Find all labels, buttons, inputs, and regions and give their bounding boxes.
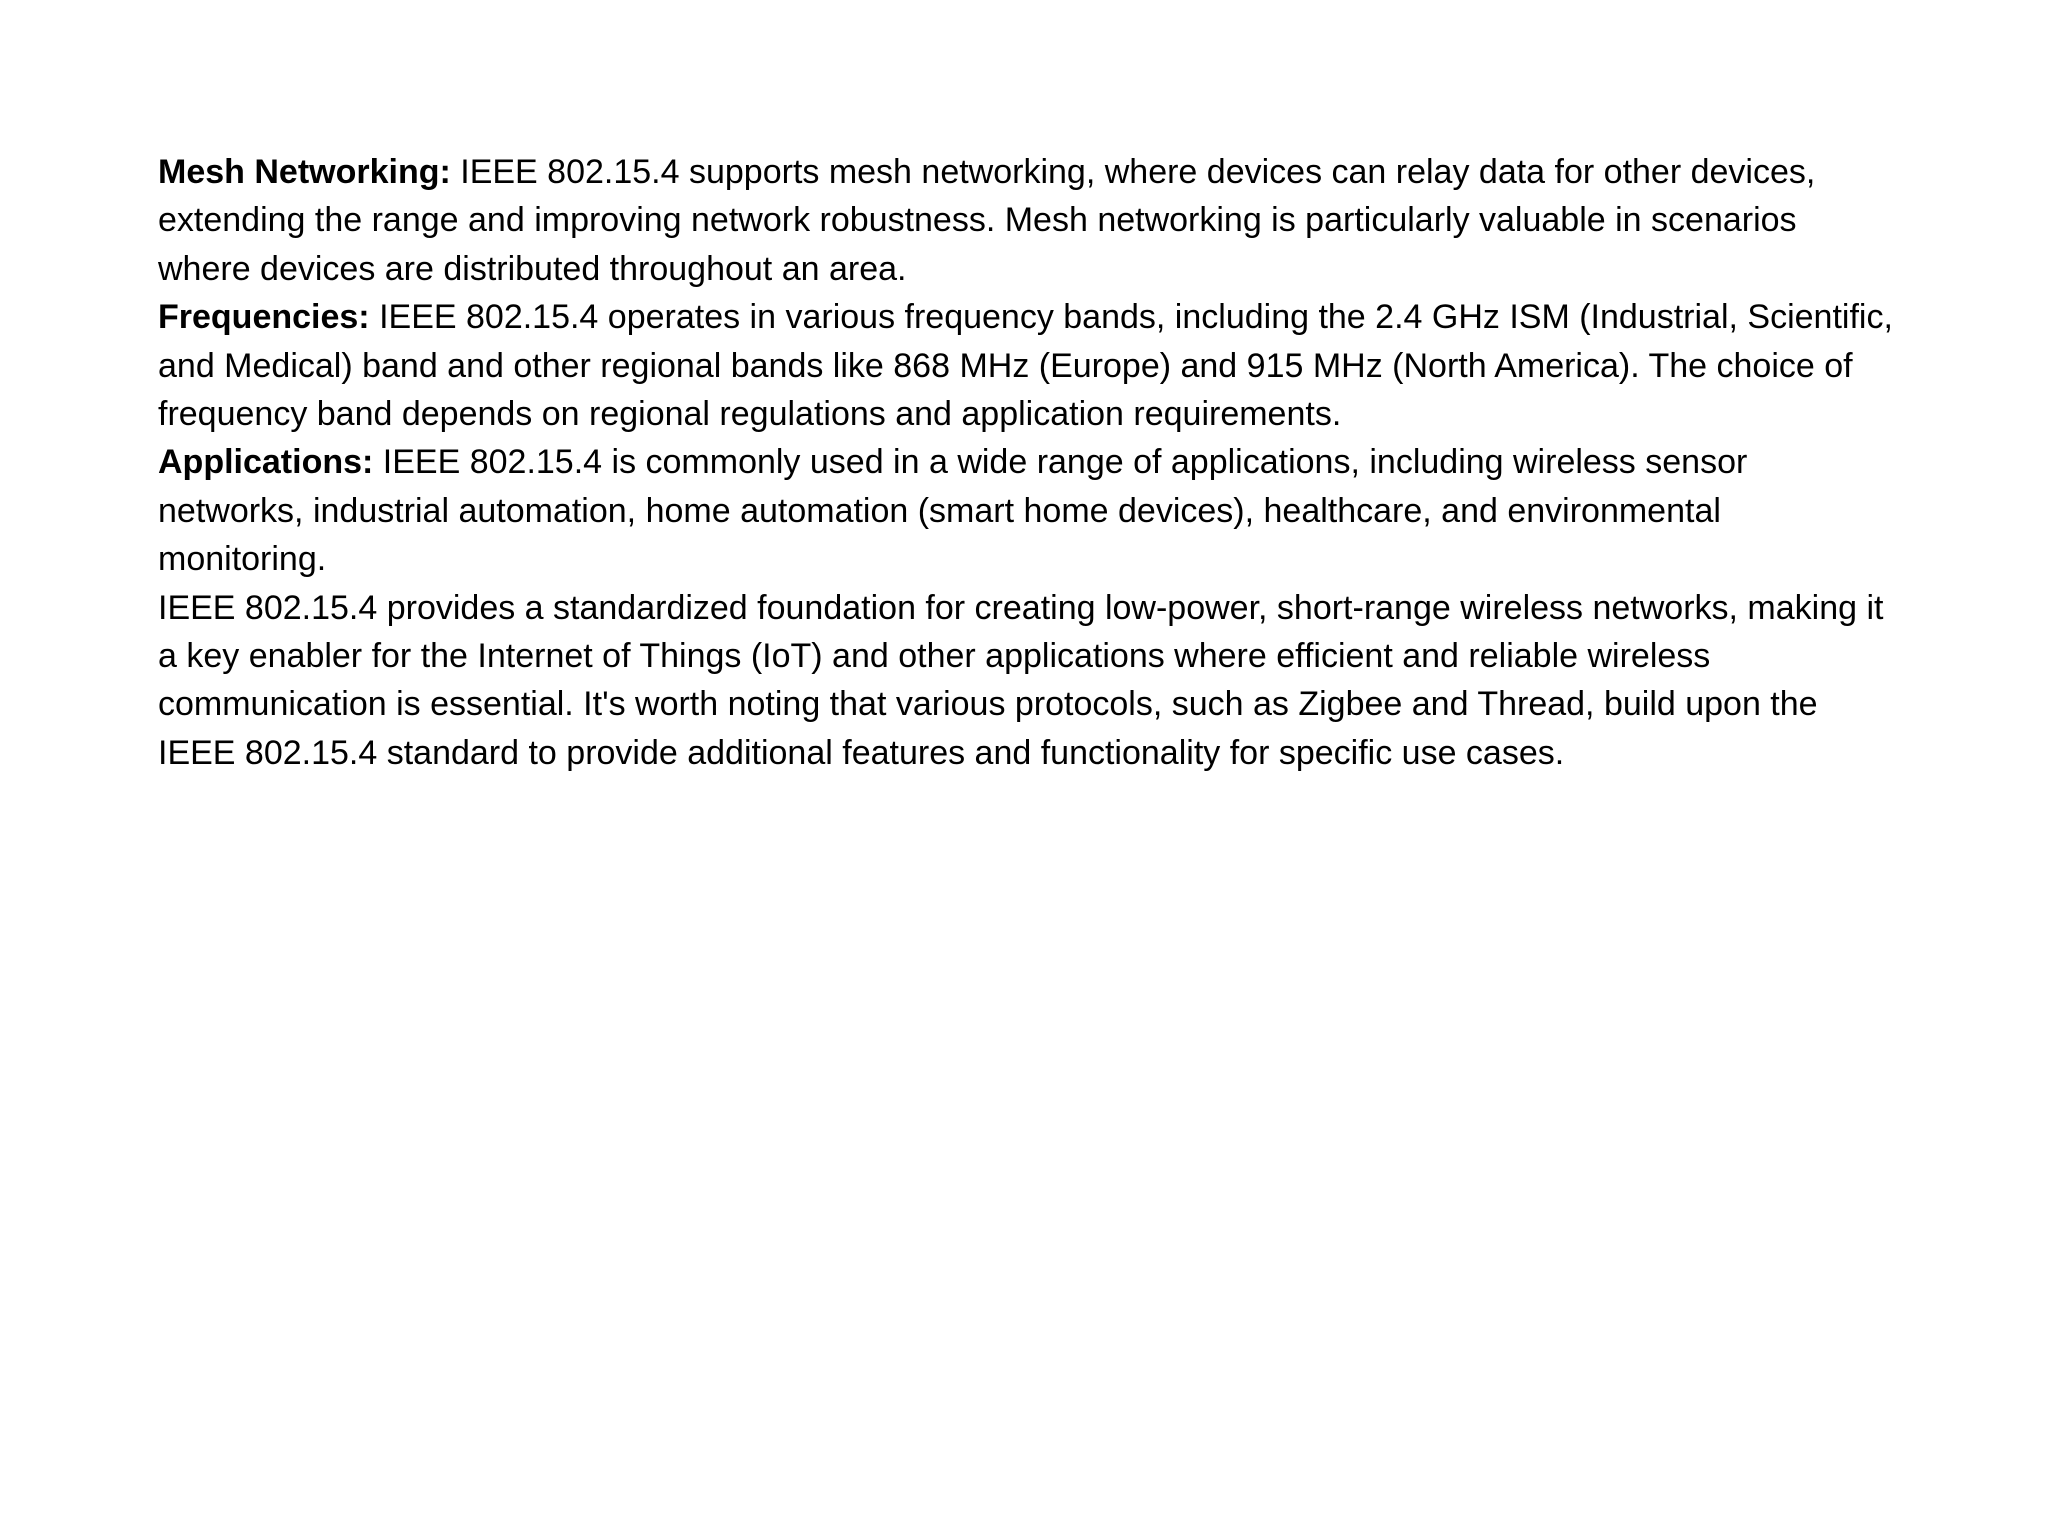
paragraph-lead: Frequencies:: [158, 298, 370, 337]
paragraph-lead: Applications:: [158, 443, 374, 482]
paragraph-body: IEEE 802.15.4 operates in various frequency bands, including the 2.4 GHz ISM (Industrial, Scientific, and Medical) band and other regional bands like 868 MHz (Europe) and 915 MHz (North America). The choice of frequency band depends on regional regulations and application requirements.: [158, 298, 1893, 434]
paragraph-summary: IEEE 802.15.4 provides a standardized foundation for creating low-power, short-range wireless networks, making it a key enabler for the Internet of Things (IoT) and other applications where efficient and reliable wireless communication is essential. It's worth noting that various protocols, such as Zigbee and Thread, build upon the IEEE 802.15.4 standard to provide additional features and functionality for specific use cases.: [158, 588, 1884, 772]
paragraph-body: IEEE 802.15.4 is commonly used in a wide range of applications, including wireless sensor networks, industrial automation, home automation (smart home devices), healthcare, and environmental monitoring.: [158, 443, 1748, 579]
paragraph-lead: Mesh Networking:: [158, 153, 451, 191]
paragraph-body: IEEE 802.15.4 supports mesh networking, where devices can relay data for other devices, extending the range and improving network robustness. Mesh networking is particularly valuable in scenarios where devices are distributed throughout an area.: [158, 153, 1816, 288]
paragraph-mesh-networking: [158, 148, 1898, 293]
paragraph-applications: [158, 438, 1898, 583]
paragraph-frequencies: [158, 293, 1898, 438]
text-block: [158, 148, 1898, 777]
